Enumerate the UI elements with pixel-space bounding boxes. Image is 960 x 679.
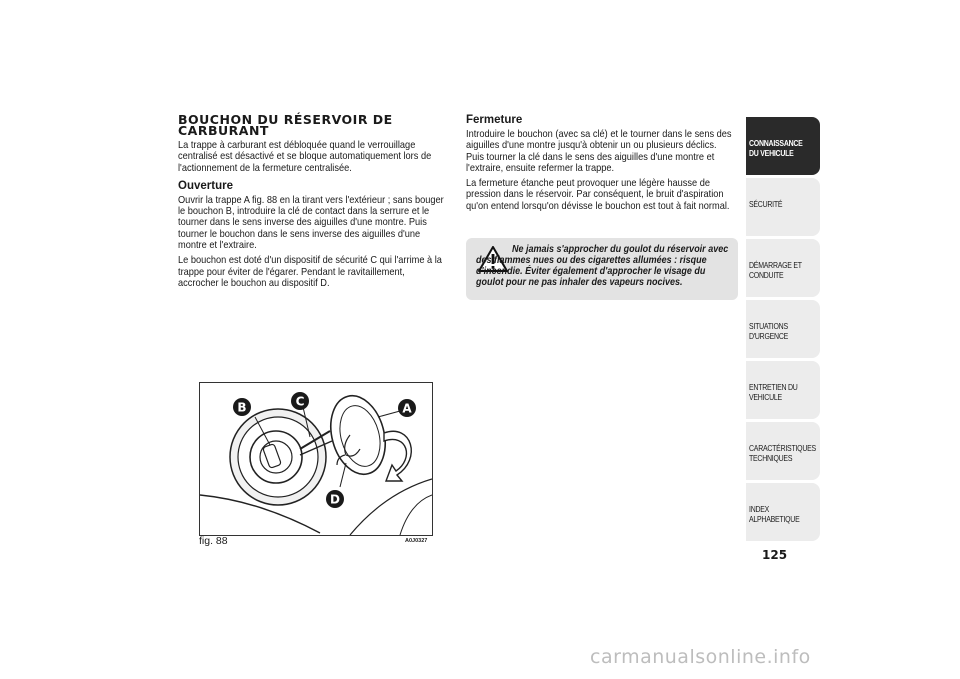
closing-paragraph-2: La fermeture étanche peut provoquer une légère hausse de pression dans le réservoir. Par conséquent, le bruit d'aspiration qu'on entend lorsqu'on dévisse le bouchon est tout à fait normal. <box>466 177 730 212</box>
callout-b-label: B <box>237 400 247 415</box>
tab-label: DÉMARRAGE ET CONDUITE <box>749 260 802 280</box>
tab-situations[interactable] <box>746 300 820 358</box>
closing-title: Fermeture <box>466 114 523 126</box>
callout-c-label: C <box>295 394 305 409</box>
tab-entretien[interactable] <box>746 361 820 419</box>
opening-paragraph-1: Ouvrir la trappe A fig. 88 en la tirant vers l'extérieur ; sans bouger le bouchon B, introduire la clé de contact dans la serrure et le tourner dans le sens inverse des aiguilles d'une montre. Puis tourner le bouchon dans le sens inverse des aiguilles d'une montre et l'extraire. <box>178 193 444 252</box>
tab-label: CONNAISSANCE DU VEHICULE <box>749 138 803 158</box>
page-number: 125 <box>762 548 788 562</box>
section-heading: BOUCHON DU RÉSERVOIR DE CARBURANT <box>178 112 393 138</box>
left-column <box>178 114 446 293</box>
opening-paragraph-2: Le bouchon est doté d'un dispositif de sécurité C qui l'arrime à la trappe pour éviter de l'égarer. Pendant le ravitaillement, accrocher le bouchon au dispositif D. <box>178 254 442 289</box>
tab-label: ENTRETIEN DU VEHICULE <box>749 382 798 402</box>
warning-box <box>466 238 738 300</box>
callout-d-label: D <box>330 492 340 507</box>
figure-fuel-cap <box>199 382 433 536</box>
tab-label: INDEX ALPHABETIQUE <box>749 504 800 524</box>
tab-caracteristiques[interactable] <box>746 422 820 480</box>
watermark: carmanualsonline.info <box>590 646 811 668</box>
right-column <box>466 114 738 216</box>
callout-a-label: A <box>402 401 412 416</box>
fuel-cap-illustration <box>200 383 432 535</box>
tab-index[interactable] <box>746 483 820 541</box>
figure-code: A0J0327 <box>405 538 428 544</box>
tab-label: CARACTÉRISTIQUES TECHNIQUES <box>749 443 816 463</box>
intro-paragraph: La trappe à carburant est débloquée quand le verrouillage centralisé est désactivé et se bloque automatiquement lors de l'actionnement de la fermeture centralisée. <box>178 139 432 174</box>
tab-label: SITUATIONS D'URGENCE <box>749 321 789 341</box>
closing-paragraph-1: Introduire le bouchon (avec sa clé) et le tourner dans le sens des aiguilles d'une montre jusqu'à obtenir un ou plusieurs déclics. Puis tourner la clé dans le sens des aiguilles d'une montre et l'extraire, ensuite refermer la trappe. <box>466 128 732 174</box>
opening-title: Ouverture <box>178 179 233 192</box>
tab-label: SÉCURITÉ <box>749 199 783 209</box>
tab-connaissance[interactable] <box>746 117 820 175</box>
tab-securite[interactable] <box>746 178 820 236</box>
warning-text: Ne jamais s'approcher du goulot du réservoir avec des flammes nues ou des cigarettes allumées : risque d'incendie. Éviter également d'approcher le visage du goulot pour ne pas inhaler des vapeurs nocives. <box>476 244 729 288</box>
tab-demarrage[interactable] <box>746 239 820 297</box>
figure-caption: fig. 88 <box>199 535 228 547</box>
